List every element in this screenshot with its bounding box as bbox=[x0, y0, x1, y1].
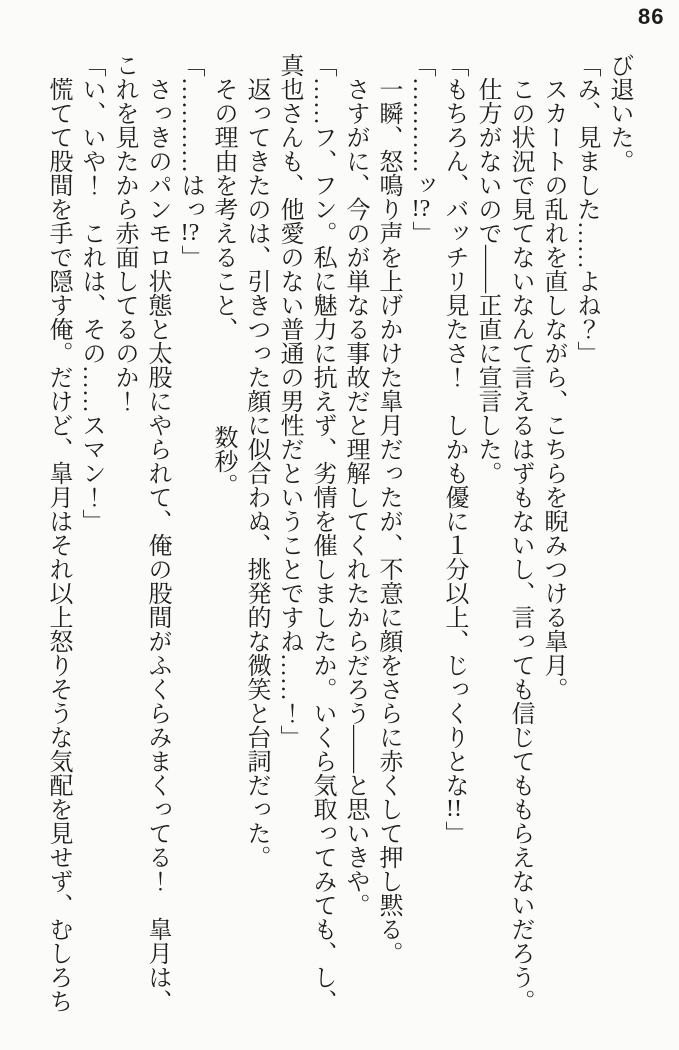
page-text bbox=[41, 53, 635, 1037]
text-line: その理由を考えること、 数秒。 bbox=[210, 77, 236, 497]
text-line: 「み、見ました……よね？」 bbox=[573, 53, 599, 365]
interrobang-glyph: !? bbox=[180, 221, 200, 245]
text-line: 返ってきたのは、引きつった顔に似合わぬ、挑発的な微笑と台詞だった。 bbox=[243, 77, 269, 869]
text-line: 「い、いや！ これは、その……スマン！」 bbox=[78, 53, 104, 533]
text-line: さっきのパンモロ状態と太股にやられて、俺の股間がふくらみまくってる！ 皐月は、 bbox=[144, 77, 170, 1013]
text-line: 「もちろん、バッチリ見たさ！ しかも優に１分以上、じっくりとな!!」 bbox=[441, 53, 467, 845]
text-line: これを見たから赤面してるのか！ bbox=[111, 53, 137, 413]
text-line: この状況で見てないなんて言えるはずもないし、言っても信じてももらえないだろう。 bbox=[507, 77, 533, 1013]
double-exclamation-glyph: !! bbox=[446, 797, 462, 821]
text-line: 仕方がないので――正直に宣言した。 bbox=[474, 77, 500, 485]
text-line: び退いた。 bbox=[606, 53, 632, 173]
interrobang-glyph: !? bbox=[411, 197, 431, 221]
text-line: 慌てて股間を手で隠す俺。だけど、皐月はそれ以上怒りそうな気配を見せず、むしろち bbox=[45, 77, 71, 1013]
text-line: 真也さんも、他愛のない普通の男性だということですね……！」 bbox=[276, 53, 302, 749]
page-number: 86 bbox=[638, 4, 665, 29]
text-line: さすがに、今のが単なる事故だと理解してくれたからだろう――と思いきや。 bbox=[342, 77, 368, 917]
text-line: 「……フ、フン。私に魅力に抗えず、劣情を催しましたか。いくら気取ってみても、し、 bbox=[309, 53, 335, 1013]
text-line: 一瞬、怒鳴り声を上げかけた皐月だったが、不意に顔をさらに赤くして押し黙る。 bbox=[375, 77, 401, 965]
text-line: 「…………はっ!?」 bbox=[177, 53, 203, 269]
text-line: スカートの乱れを直しながら、こちらを睨みつける皐月。 bbox=[540, 77, 566, 701]
text-line: 「…………ッ!?」 bbox=[408, 53, 434, 245]
